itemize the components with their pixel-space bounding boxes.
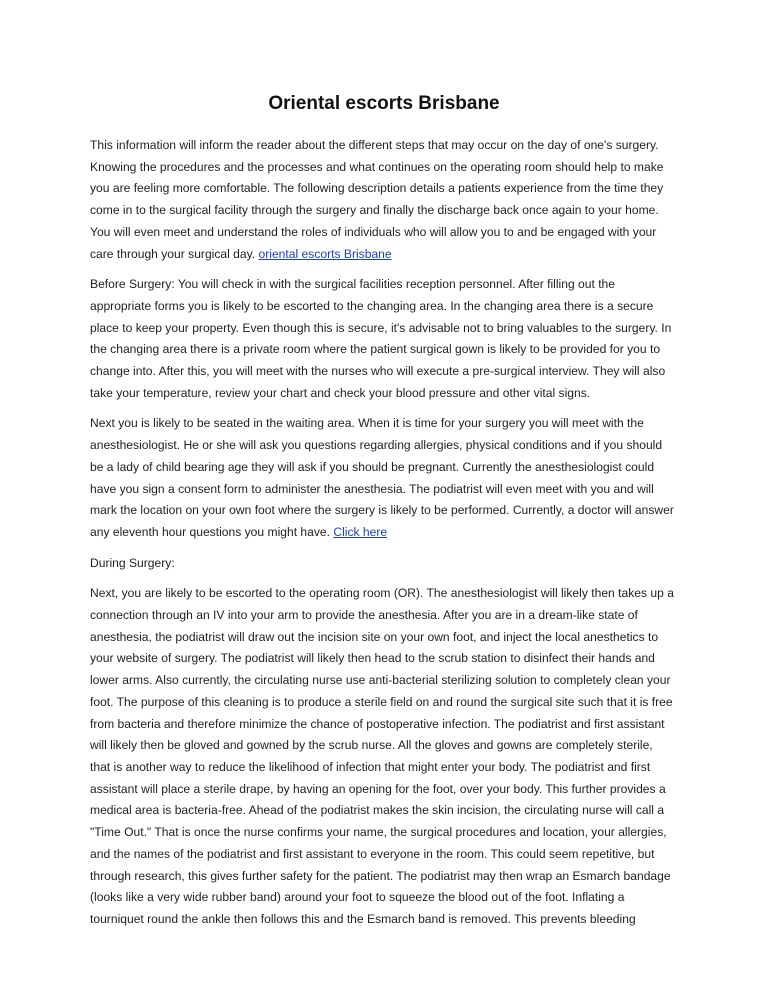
paragraph-before-surgery [90,274,674,404]
paragraph-operating-room [90,583,674,930]
paragraph-text: During Surgery: [90,555,175,570]
section-heading-during-surgery [90,553,674,575]
oriental-escorts-link[interactable]: oriental escorts Brisbane [258,246,392,261]
paragraph-text: This information will inform the reader about the different steps that may occur on the day of one's surgery. Knowing the procedures and the processes and what continues on the operating room should help to make you are feeling more comfortable. The following description details a patients experience from the time they come in to the surgical facility through the surgery and finally the discharge back once again to your home. You will even meet and understand the roles of individuals who will allow you to and be engaged with your care through your surgical day. [90,138,664,261]
paragraph-text: Before Surgery: You will check in with the surgical facilities reception personnel. After filling out the appropriate forms you is likely to be escorted to the changing area. In the changing area there is a secure place to keep your property. Even though this is secure, it's advisable not to bring valuables to the surgery. In the changing area there is a private room where the patient surgical gown is likely to be provided for you to change into. After this, you will meet with the nurses who will execute a pre-surgical interview. They will also take your temperature, review your chart and check your blood pressure and other vital signs. [90,277,672,400]
paragraph-text: Next, you are likely to be escorted to the operating room (OR). The anesthesiologist will likely then takes up a connection through an IV into your arm to provide the anesthesia. After you are in a dream-like state of anesthesia, the podiatrist will draw out the incision site on your own foot, and inject the local anesthetics to your website of surgery. The podiatrist will likely then head to the scrub station to disinfect their hands and lower arms. Also currently, the circulating nurse use anti-bacterial sterilizing solution to completely clean your foot. The purpose of this cleaning is to produce a sterile field on and round the surgical site such that it is free from bacteria and therefore minimize the chance of postoperative infection. The podiatrist and first assistant will likely then be gloved and gowned by the scrub nurse. All the gloves and gowns are completely sterile, that is another way to reduce the likelihood of infection that might enter your body. The podiatrist and first assistant will place a sterile drape, by having an opening for the foot, over your body. This further provides a medical area is bacteria-free. Ahead of the podiatrist makes the skin incision, the circulating nurse will call a "Time Out." That is once the nurse confirms your name, the surgical procedures and location, your allergies, and the names of the podiatrist and first assistant to everyone in the room. This could seem repetitive, but through research, this gives further safety for the patient. The podiatrist may then wrap an Esmarch bandage (looks like a very wide rubber band) around your foot to squeeze the blood out of the foot. Inflating a tourniquet round the ankle then follows this and the Esmarch band is removed. This prevents bleeding [90,586,674,926]
paragraph-intro [90,135,674,265]
document-body [90,135,674,940]
document-title: Oriental escorts Brisbane [268,93,500,114]
paragraph-waiting-area [90,413,674,543]
click-here-link[interactable]: Click here [333,524,388,539]
paragraph-text: Next you is likely to be seated in the waiting area. When it is time for your surgery you will meet with the anesthesiologist. He or she will ask you questions regarding allergies, physical conditions and if you should be a lady of child bearing age they will ask if you should be pregnant. Currently the anesthesiologist could have you sign a consent form to administer the anesthesia. The podiatrist will even meet with you and will mark the location on your own foot where the surgery is likely to be performed. Currently, a doctor will answer any eleventh hour questions you might have. [90,416,674,539]
